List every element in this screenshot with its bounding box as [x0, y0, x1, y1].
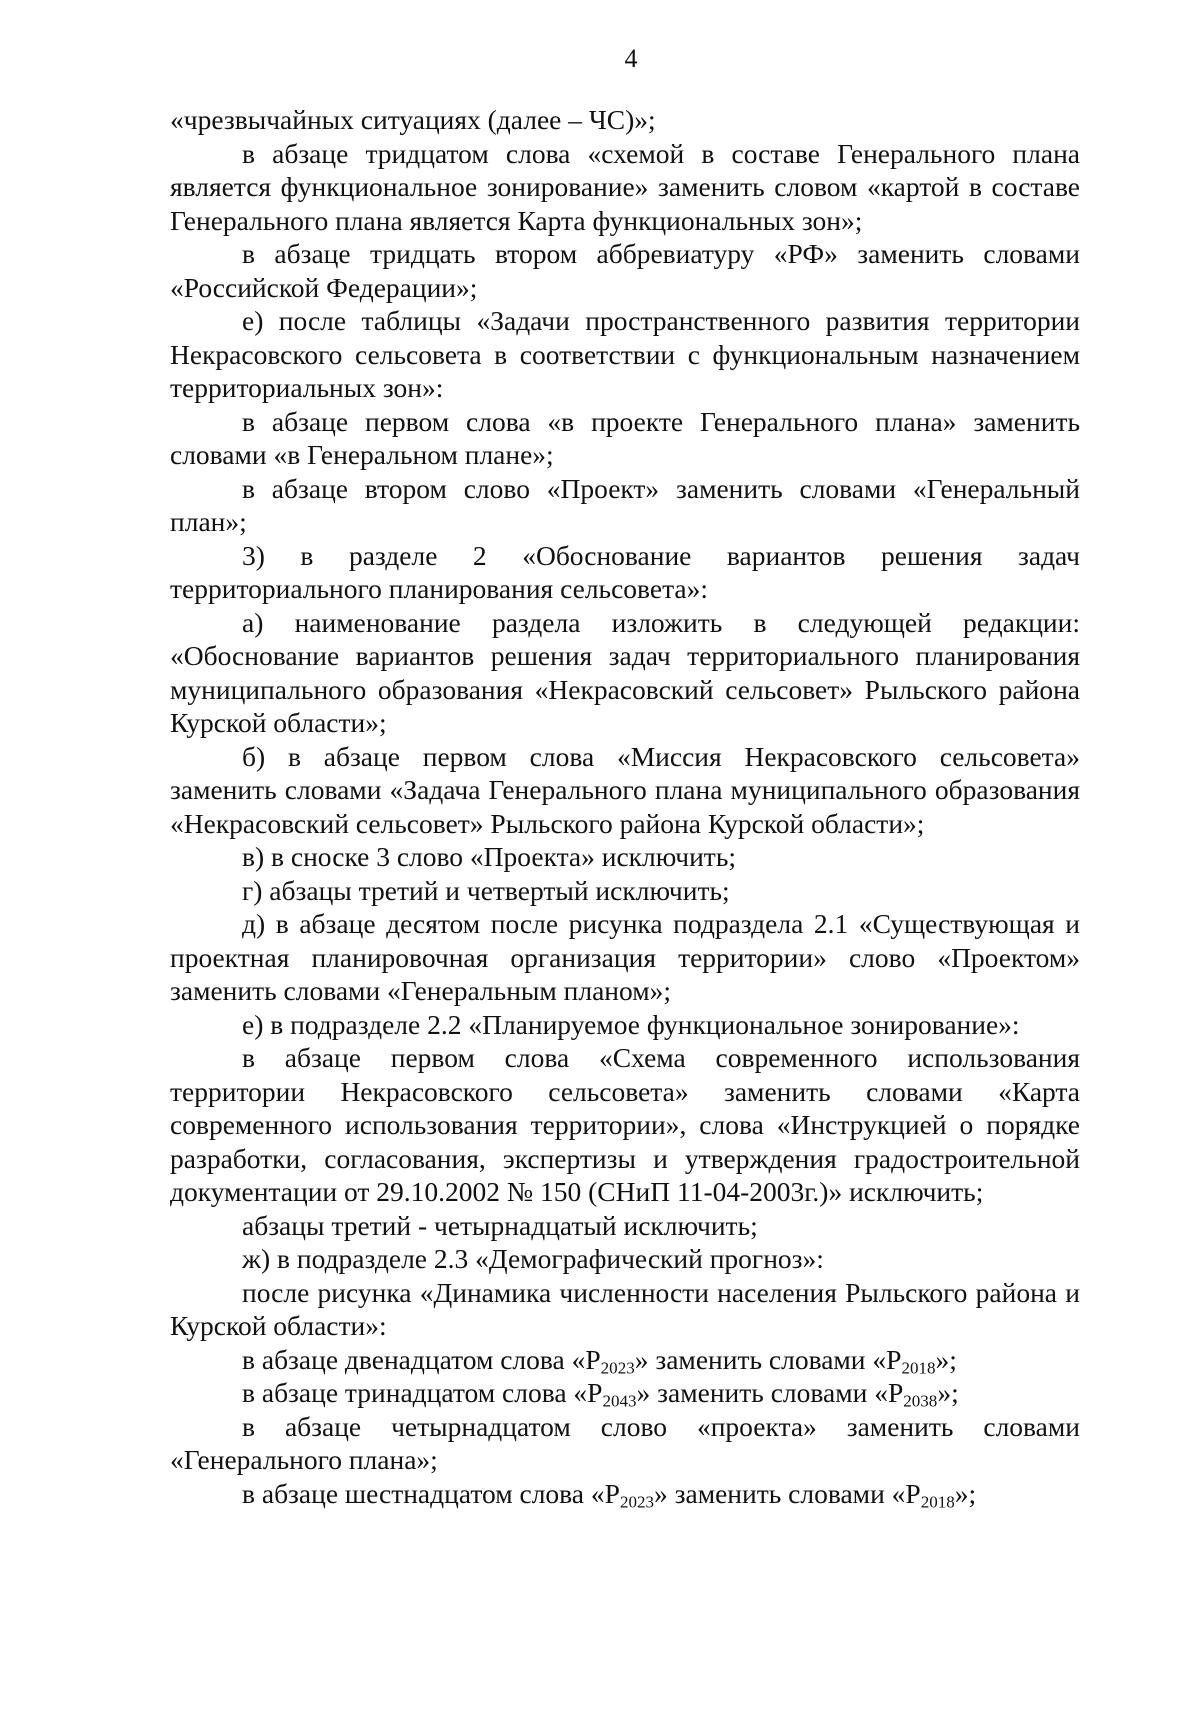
subscript: 2043 [602, 1391, 637, 1411]
paragraph-p16 [170, 1477, 1080, 1511]
paragraph: в абзаце втором слово «Проект» заменить словами «Генеральный план»; [170, 472, 1080, 537]
paragraph: е) после таблицы «Задачи пространственного развития территории Некрасовского сельсовета в соответствии с функциональным назначением территориальных зон»: [170, 305, 1080, 403]
text-run: в абзаце шестнадцатом слова «Р [242, 1477, 620, 1509]
document-body [170, 103, 1080, 1510]
text-run: »; [935, 1343, 957, 1375]
paragraph-p14: в абзаце четырнадцатом слово «проекта» заменить словами «Генерального плана»; [170, 1410, 1080, 1475]
text-run: » заменить словами «Р [654, 1477, 921, 1509]
text-run: » заменить словами «Р [634, 1343, 902, 1375]
paragraph: в абзаце первом слова «в проекте Генерального плана» заменить словами «в Генеральном плане»; [170, 405, 1080, 470]
subscript: 2018 [920, 1491, 955, 1511]
paragraph: в абзаце тридцать втором аббревиатуру «РФ» заменить словами «Российской Федерации»; [170, 238, 1080, 303]
paragraph: в абзаце тридцатом слова «схемой в составе Генерального плана является функциональное зонирование» заменить словом «картой в составе Генерального плана является Карта функциональных зон»; [170, 137, 1080, 236]
paragraph: а) наименование раздела изложить в следующей редакции: «Обоснование вариантов решения задач территориального планирования муниципального образования «Некрасовский сельсовет» Рыльского района Курской области»; [170, 606, 1080, 738]
paragraph: б) в абзаце первом слова «Миссия Некрасовского сельсовета» заменить словами «Задача Генерального плана муниципального образования «Некрасовский сельсовет» Рыльского района Курской области»; [170, 740, 1080, 839]
paragraph-p13 [170, 1376, 1080, 1410]
paragraph: ж) в подразделе 2.3 «Демографический прогноз»: [242, 1243, 824, 1274]
page-number: 4 [624, 44, 638, 73]
text-run: в абзаце тринадцатом слова «Р [242, 1377, 603, 1408]
paragraph: д) в абзаце десятом после рисунка подраздела 2.1 «Существующая и проектная планировочная организация территории» слово «Проектом» заменить словами «Генеральным планом»; [170, 908, 1080, 1006]
paragraph: е) в подразделе 2.2 «Планируемое функциональное зонирование»: [242, 1008, 1020, 1040]
paragraph-p12 [170, 1343, 1080, 1377]
subscript: 2023 [600, 1357, 635, 1377]
text-run: »; [937, 1377, 959, 1408]
text-run: » заменить словами «Р [636, 1377, 904, 1408]
paragraph: «чрезвычайных ситуациях (далее – ЧС)»; [170, 104, 656, 135]
text-run: »; [954, 1477, 977, 1509]
text-run: в абзаце двенадцатом слова «Р [242, 1343, 601, 1375]
subscript: 2023 [619, 1491, 654, 1511]
paragraph: 3) в разделе 2 «Обоснование вариантов решения задач территориального планирования сельсовета»: [170, 539, 1080, 604]
paragraph: г) абзацы третий и четвертый исключить; [242, 874, 730, 906]
paragraph: в абзаце первом слова «Схема современного использования территории Некрасовского сельсовета» заменить словами «Карта современного использования территории», слова «Инструкцией о порядке разработки, согласования, экспертизы и утверждения градостроительной документации от 29.10.2002 № 150 (СНиП 11-04-2003г.)» исключить; [170, 1042, 1080, 1207]
subscript: 2018 [901, 1357, 936, 1377]
paragraph: абзацы третий - четырнадцатый исключить; [242, 1209, 758, 1241]
paragraph: в) в сноске 3 слово «Проекта» исключить; [242, 841, 737, 872]
paragraph: после рисунка «Динамика численности населения Рыльского района и Курской области»: [170, 1276, 1080, 1341]
subscript: 2038 [903, 1391, 938, 1411]
